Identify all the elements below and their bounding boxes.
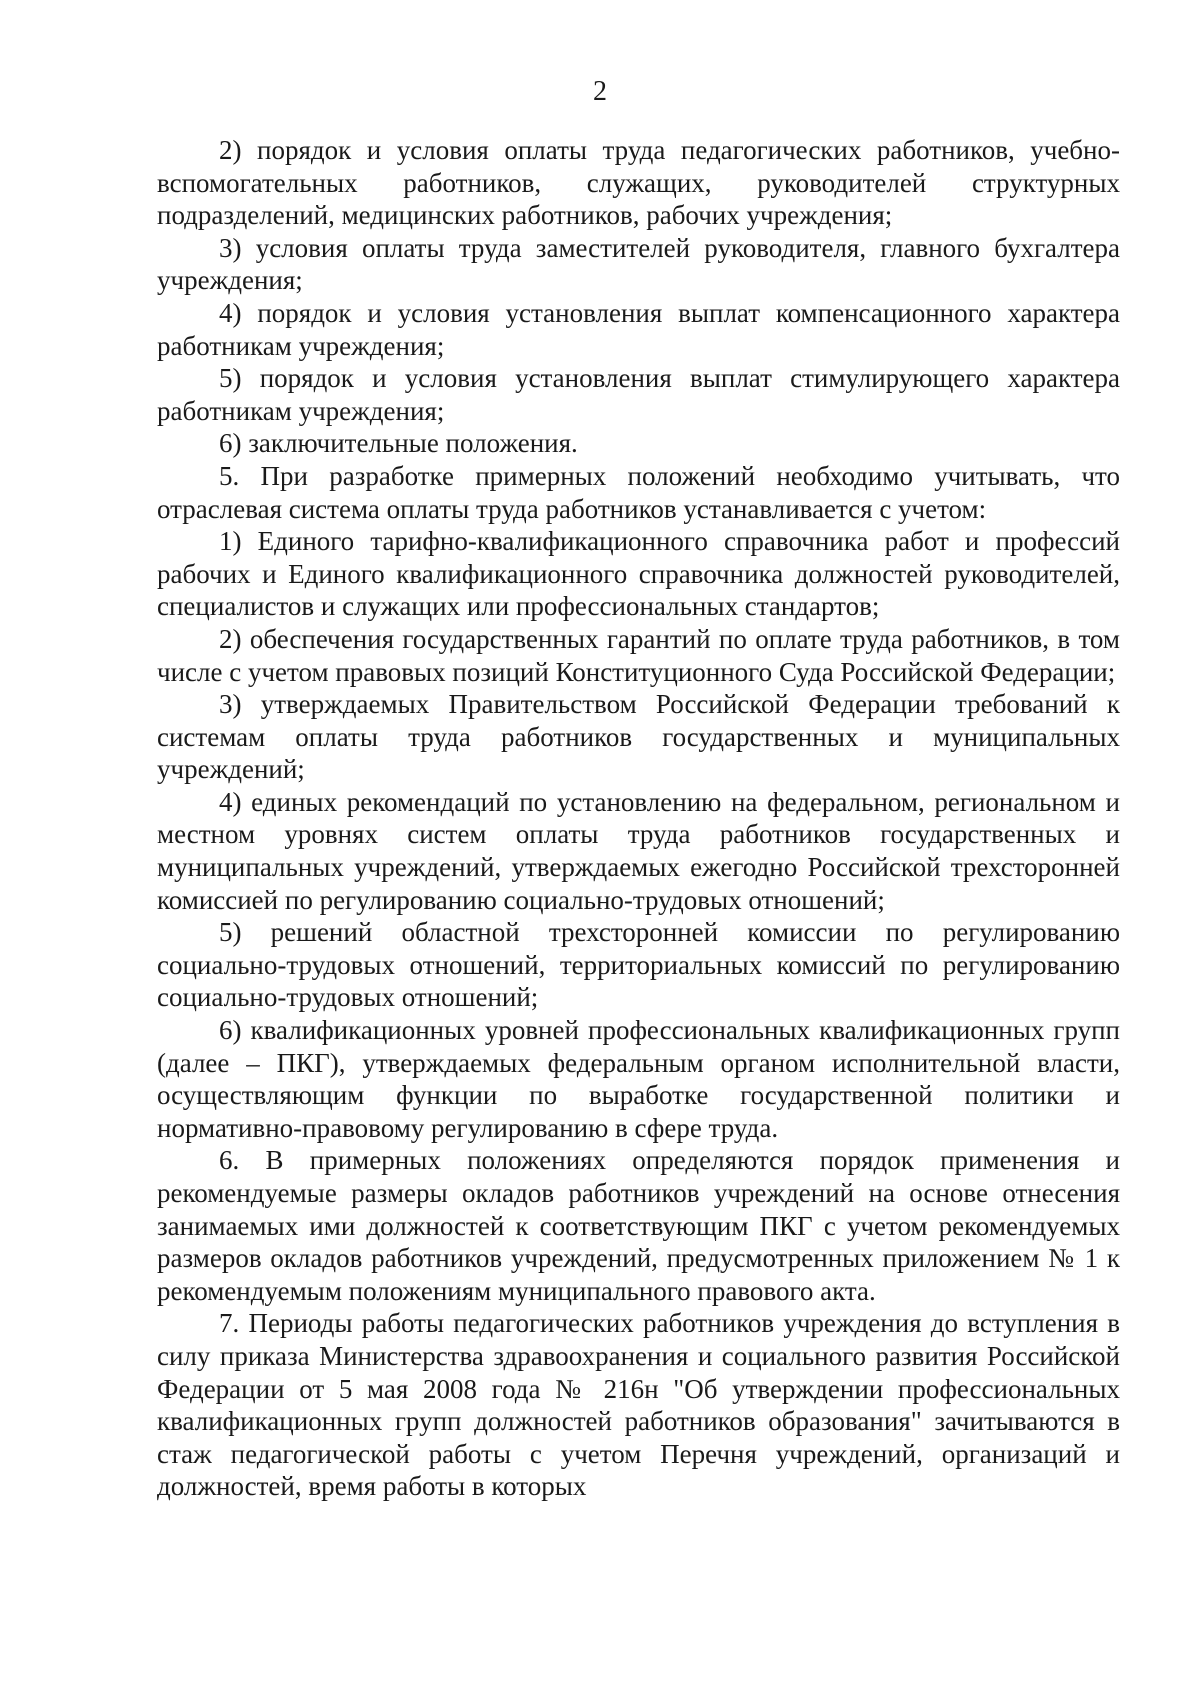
paragraph-item-6: 6) заключительные положения. <box>219 428 578 459</box>
paragraph-subitem-5: 5) решений областной трехсторонней комиссии по регулированию социально-трудовых отношений, территориальных комиссий по регулированию социально-трудовых отношений; <box>157 917 1120 1013</box>
paragraph-section-5: 5. При разработке примерных положений необходимо учитывать, что отраслевая система оплаты труда работников устанавливается с учетом: <box>157 460 1120 524</box>
paragraph-section-7: 7. Периоды работы педагогических работников учреждения до вступления в силу приказа Министерства здравоохранения и социального развития Российской Федерации от 5 мая 2008 года № 216н "Об утверждении профессиональных квалификационных групп должностей работников образования" зачитываются в стаж педагогической работы с учетом Перечня учреждений, организаций и должностей, время работы в которых <box>157 1308 1120 1502</box>
paragraph-item-4: 4) порядок и условия установления выплат компенсационного характера работникам учреждения; <box>157 297 1120 361</box>
paragraph-section-6: 6. В примерных положениях определяются порядок применения и рекомендуемые размеры окладов работников учреждений на основе отнесения занимаемых ими должностей к соответствующим ПКГ с учетом рекомендуемых размеров окладов работников учреждений, предусмотренных приложением № 1 к рекомендуемым положениям муниципального правового акта. <box>157 1145 1120 1306</box>
paragraph-subitem-6: 6) квалификационных уровней профессиональных квалификационных групп (далее – ПКГ), утверждаемых федеральным органом исполнительной власти, осуществляющим функции по выработке государственной политики и нормативно-правовому регулированию в сфере труда. <box>157 1015 1120 1143</box>
paragraph-subitem-4: 4) единых рекомендаций по установлению на федеральном, региональном и местном уровнях систем оплаты труда работников государственных и муниципальных учреждений, утверждаемых ежегодно Российской трехсторонней комиссией по регулированию социально-трудовых отношений; <box>157 786 1120 915</box>
page-number: 2 <box>593 76 607 107</box>
paragraph-item-2: 2) порядок и условия оплаты труда педагогических работников, учебно-вспомогательных работников, служащих, руководителей структурных подразделений, медицинских работников, рабочих учреждения; <box>157 135 1120 231</box>
paragraph-item-5: 5) порядок и условия установления выплат стимулирующего характера работникам учреждения; <box>157 363 1120 426</box>
document-body <box>157 134 1120 1503</box>
paragraph-subitem-2: 2) обеспечения государственных гарантий по оплате труда работников, в том числе с учетом правовых позиций Конституционного Суда Российской Федерации; <box>157 623 1120 687</box>
paragraph-subitem-1: 1) Единого тарифно-квалификационного справочника работ и профессий рабочих и Единого квалификационного справочника должностей руководителей, специалистов и служащих или профессиональных стандартов; <box>157 526 1120 622</box>
paragraph-subitem-3: 3) утверждаемых Правительством Российской Федерации требований к системам оплаты труда работников государственных и муниципальных учреждений; <box>157 689 1120 785</box>
paragraph-item-3: 3) условия оплаты труда заместителей руководителя, главного бухгалтера учреждения; <box>157 232 1120 296</box>
